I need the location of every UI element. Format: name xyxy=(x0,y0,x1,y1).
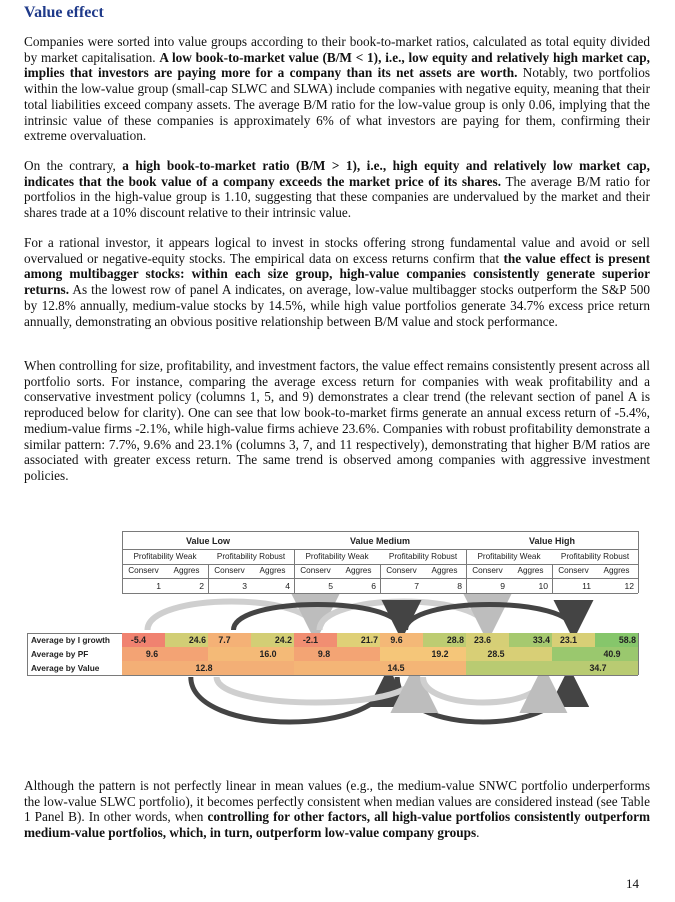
bold-text-run: controlling for other factors, all high-value portfolios consistently outperform medium-value portfolios, which, in turn, outperform low-value company groups xyxy=(24,809,651,841)
investment-header: Aggres xyxy=(173,566,200,575)
column-number: 6 xyxy=(371,581,376,591)
text-run: On the contrary, xyxy=(24,158,123,173)
column-number: 5 xyxy=(328,581,333,591)
table-rule xyxy=(27,675,638,676)
pf-value: 28.5 xyxy=(487,649,505,659)
investment-header: Aggres xyxy=(431,566,458,575)
investment-header: Aggres xyxy=(603,566,630,575)
growth-value: 9.6 xyxy=(390,635,403,645)
table-rule xyxy=(638,633,639,675)
column-number: 10 xyxy=(538,581,548,591)
column-number: 3 xyxy=(242,581,247,591)
row-label: Average by I growth xyxy=(31,635,110,645)
text-run: . xyxy=(476,825,480,841)
paragraph-controlling-factors: When controlling for size, profitability, and investment factors, the value effect remains consistently present across all portfolio sorts. For instance, comparing the average excess return for companies with weak profitability and a conservative investment policy (columns 1, 5, and 9) demonstrates a clear trend (the relevant section of panel A is reproduced below for clarity). One can see that low book-to-market firms generate an annual excess return of -5.4%, medium-value firms -2.1%, while high-value firms achieve 23.6%. Companies with robust profitability demonstrate a similar pattern: 7.7%, 9.6% and 23.1% (columns 3, 7, and 11 respectively), demonstrating that higher B/M ratios are associated with greater excess return. The same trend is observed among companies with aggressive investment policies. xyxy=(24,358,650,483)
growth-value: 23.1 xyxy=(559,635,578,645)
pf-value: 40.9 xyxy=(603,649,621,659)
bold-text-run: a high book-to-market ratio (B/M > 1), i.e., high equity and relatively low market cap, indicates that the book value of a company exceeds the market price of its shares. xyxy=(24,158,650,189)
growth-value: 28.8 xyxy=(446,635,464,645)
text-run: Notably, two portfolios within the low-value group (small-cap SLWC and SLWA) include companies with negative equity, meaning that their total liabilities exceed company assets. The average B/M ratio for the low-value group is only 0.06, implying that the intrinsic value of these companies is approximately 6% of what investors are paying for them, confirming their extreme overvaluation. xyxy=(24,65,650,144)
column-number: 7 xyxy=(414,581,419,591)
column-number: 11 xyxy=(582,581,591,591)
value-group-value: 34.7 xyxy=(589,663,607,673)
paragraph-high-book-to-market xyxy=(24,158,650,221)
profitability-header: Profitability Robust xyxy=(560,552,630,561)
investment-header: Conserv xyxy=(214,566,245,575)
growth-value: 24.6 xyxy=(188,635,206,645)
investment-header: Aggres xyxy=(345,566,372,575)
row-label: Average by Value xyxy=(31,663,100,673)
column-number: 9 xyxy=(500,581,505,591)
growth-value: 58.8 xyxy=(618,635,636,645)
trend-arrows xyxy=(27,531,638,731)
bold-text-run: the value effect is present among multibagger stocks: within each size group, high-value companies consistently generate superior returns. xyxy=(24,250,650,298)
profitability-header: Profitability Weak xyxy=(477,552,541,561)
growth-value: -5.4 xyxy=(130,635,147,645)
row-label: Average by PF xyxy=(31,649,89,659)
bold-text-run: A low book-to-market value (B/M < 1), i.e., low equity and relatively high market cap, implies that investors are paying more for a company than its net assets are worth. xyxy=(24,49,650,81)
pf-value: 9.6 xyxy=(145,649,159,659)
text-run: Although the pattern is not perfectly linear in mean values (e.g., the medium-value SNWC portfolio underperforms the low-value SLWC portfolio), it becomes perfectly consistent when median values are considered instead (see Table 1 Panel B). In other words, when xyxy=(24,778,650,825)
growth-value: 21.7 xyxy=(360,635,378,645)
arrow-medium-to-high-light xyxy=(423,677,543,703)
pf-value: 16.0 xyxy=(259,649,277,659)
section-heading: Value effect xyxy=(24,4,104,21)
column-number: 2 xyxy=(199,581,204,591)
column-number: 1 xyxy=(156,581,161,591)
value-group-header: Value High xyxy=(528,536,575,546)
column-number: 12 xyxy=(624,581,634,591)
growth-value: 24.2 xyxy=(274,635,292,645)
investment-header: Conserv xyxy=(472,566,503,575)
text-run: Companies were sorted into value groups according to their book-to-market ratios, calculated as total equity divided by market capitalisation. xyxy=(24,34,650,65)
value-group-header: Value Low xyxy=(185,536,230,546)
table-rule xyxy=(638,531,639,593)
growth-value: 33.4 xyxy=(532,635,550,645)
column-number: 8 xyxy=(457,581,462,591)
profitability-header: Profitability Weak xyxy=(305,552,369,561)
text-run: The average B/M ratio for portfolios in the high-value group is 1.10, suggesting that these companies are undervalued by the market and their shares trade at a 10% discount relative to their intrinsic value. xyxy=(24,173,650,221)
value-group-value: 14.5 xyxy=(387,663,405,673)
growth-value: 7.7 xyxy=(218,635,231,645)
investment-header: Conserv xyxy=(558,566,589,575)
paragraph-rational-investor xyxy=(24,235,650,329)
page-number: 14 xyxy=(626,876,639,891)
profitability-header: Profitability Robust xyxy=(388,552,458,561)
paragraph-book-to-market xyxy=(24,34,650,144)
investment-header: Conserv xyxy=(300,566,331,575)
investment-header: Aggres xyxy=(517,566,544,575)
profitability-header: Profitability Weak xyxy=(133,552,197,561)
text-run: As the lowest row of panel A indicates, on average, low-value multibagger stocks outperform the S&P 500 by 12.8% annually, medium-value stocks by 14.5%, while high value portfolios generate 34.7% excess price return annually, demonstrating an obvious positive relationship between B/M value and stock performance. xyxy=(24,282,650,329)
investment-header: Conserv xyxy=(128,566,159,575)
investment-header: Conserv xyxy=(386,566,417,575)
investment-header: Aggres xyxy=(259,566,286,575)
text-run: For a rational investor, it appears logical to invest in stocks offering strong fundamental value and avoid or sell overvalued or negative-equity stocks. The empirical data on excess returns confirm that xyxy=(24,235,650,266)
paragraph-pattern-summary xyxy=(24,778,650,841)
value-group-header: Value Medium xyxy=(349,536,411,546)
growth-value: 23.6 xyxy=(473,635,492,645)
value-group-value: 12.8 xyxy=(195,663,213,673)
pf-value: 9.8 xyxy=(317,649,331,659)
growth-value: -2.1 xyxy=(302,635,319,645)
profitability-header: Profitability Robust xyxy=(216,552,286,561)
column-number: 4 xyxy=(285,581,290,591)
pf-value: 19.2 xyxy=(431,649,449,659)
